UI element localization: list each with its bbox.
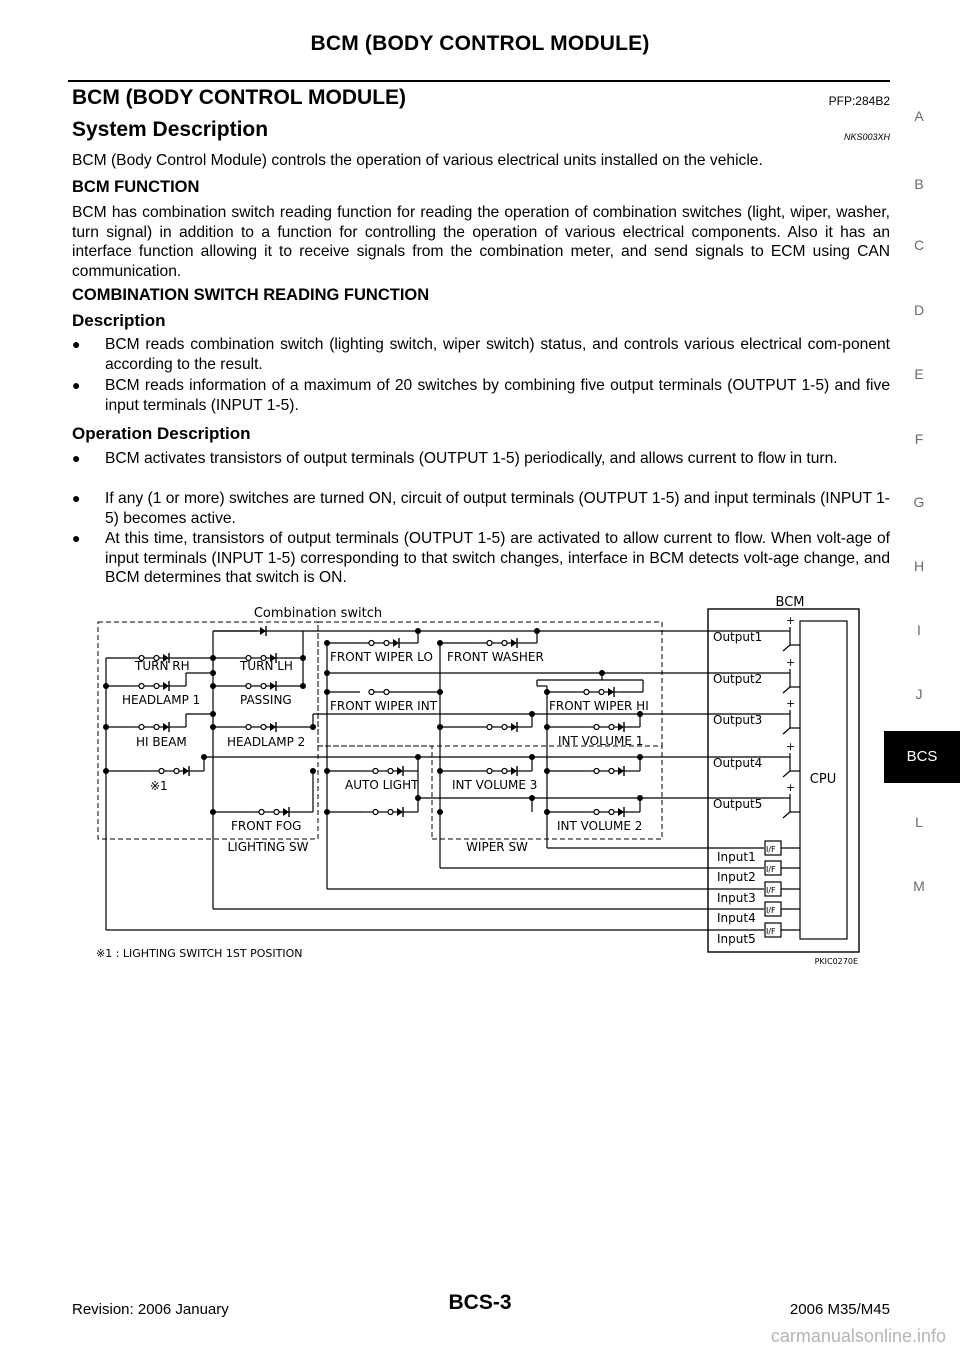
page-header: BCM (BODY CONTROL MODULE) [310,32,650,55]
description-bullet-1: ● BCM reads combination switch (lighting switch, wiper switch) status, and controls various electrical com-ponent according to the result. [72,336,890,373]
interface-label: I/F [766,906,776,915]
description-bullet-2: ● BCM reads information of a maximum of 20 switches by combining five output terminals (OUTPUT 1-5) and five input terminals (INPUT 1-5). [72,377,890,414]
wiper-sw-label: WIPER SW [466,840,528,854]
operation-bullet-3: ● At this time, transistors of output terminals (OUTPUT 1-5) are activated to allow current to flow. When volt-age of input terminals (INPUT 1-5) corresponding to that switch changes, interface in BCM detects volt-age change, and BCM determines that switch is ON. [72,530,890,586]
side-index-a[interactable]: A [914,108,924,124]
output5-plus: + [786,781,796,794]
side-index-i[interactable]: I [917,622,921,638]
side-index-b[interactable]: B [914,176,924,192]
switch-hi-beam: HI BEAM [136,735,187,749]
footer-model: 2006 M35/M45 [789,1301,890,1318]
switch-note-ref: ※1 [150,779,168,793]
footer-page-number: BCS-3 [448,1291,512,1314]
combination-switch-label: Combination switch [253,606,383,621]
side-index-d[interactable]: D [913,302,925,318]
description-heading: Description [72,311,166,330]
output5-label: Output5 [713,797,763,811]
output4-plus: + [786,740,796,753]
switch-int-volume-3: INT VOLUME 3 [452,778,538,792]
bcm-label: BCM [775,595,805,610]
output1-label: Output1 [713,630,763,644]
cpu-label: CPU [809,772,837,787]
footer-revision: Revision: 2006 January [72,1301,229,1318]
side-index-g[interactable]: G [913,494,925,510]
interface-label: I/F [766,927,776,936]
side-index-l[interactable]: L [915,814,923,830]
operation-bullet-2: ● If any (1 or more) switches are turned ON, circuit of output terminals (OUTPUT 1-5) and input terminals (INPUT 1-5) becomes active. [72,490,890,527]
switch-turn-rh: TURN RH [135,659,190,673]
switch-front-wiper-lo: FRONT WIPER LO [330,650,433,664]
input3-label: Input3 [717,891,756,905]
interface-label: I/F [766,845,776,854]
switch-front-wiper-hi: FRONT WIPER HI [549,699,649,713]
switch-turn-lh: TURN LH [240,659,293,673]
output3-plus: + [786,697,796,710]
side-index-j[interactable]: J [915,686,923,702]
intro-paragraph: BCM (Body Control Module) controls the operation of various electrical units installed on the vehicle. [72,152,763,169]
lighting-sw-label: LIGHTING SW [227,840,309,854]
side-index-h[interactable]: H [913,558,925,574]
side-index-e[interactable]: E [914,366,924,382]
side-index-m[interactable]: M [913,878,925,894]
side-tab-bcs[interactable] [884,731,960,783]
bcm-function-paragraph: BCM has combination switch reading function for reading the operation of combination switches (light, wiper, washer, turn signal) in addition to a function for controlling the operation of various electrical components. Also it has an interface function allowing it to receive signals from the combination meter, and send signals to ECM using CAN communication. [72,204,890,280]
figure-code: PKIC0270E [814,957,858,966]
interface-label: I/F [766,886,776,895]
output2-label: Output2 [713,672,763,686]
output3-label: Output3 [713,713,763,727]
side-index-f[interactable]: F [914,431,924,447]
bullet-icon: ● [72,530,81,546]
switch-auto-light: AUTO LIGHT [345,778,419,792]
bullet-icon: ● [72,450,81,466]
input4-label: Input4 [717,911,756,925]
section-title: BCM (BODY CONTROL MODULE) [72,86,407,109]
operation-heading: Operation Description [72,424,251,443]
bullet-icon: ● [72,490,81,506]
switch-front-wiper-int: FRONT WIPER INT [330,699,438,713]
bullet-icon: ● [72,336,81,352]
operation-bullet-1: ● BCM activates transistors of output terminals (OUTPUT 1-5) periodically, and allows current to flow in turn. [72,450,838,467]
system-code: NKS003XH [843,132,890,142]
switch-headlamp-2: HEADLAMP 2 [227,735,306,749]
side-index-c[interactable]: C [913,237,925,253]
switch-int-volume-1: INT VOLUME 1 [558,734,644,748]
switch-front-fog: FRONT FOG [231,819,302,833]
bullet-icon: ● [72,377,81,393]
switch-int-volume-2: INT VOLUME 2 [557,819,643,833]
input1-label: Input1 [717,850,756,864]
system-description-title: System Description [72,118,269,141]
switch-headlamp-1: HEADLAMP 1 [122,693,201,707]
switch-front-washer: FRONT WASHER [447,650,544,664]
switch-passing: PASSING [240,693,292,707]
output2-plus: + [786,656,796,669]
watermark: carmanualsonline.info [770,1326,946,1346]
diagram-footnote: ※1 : LIGHTING SWITCH 1ST POSITION [96,947,303,960]
input2-label: Input2 [717,870,756,884]
bcm-function-heading: BCM FUNCTION [72,178,200,196]
output4-label: Output4 [713,756,763,770]
side-tab-label: BCS [906,748,938,765]
interface-label: I/F [766,865,776,874]
input5-label: Input5 [717,932,756,946]
section-code: PFP:284B2 [828,94,890,108]
output1-plus: + [786,614,796,627]
combination-heading: COMBINATION SWITCH READING FUNCTION [72,286,430,304]
